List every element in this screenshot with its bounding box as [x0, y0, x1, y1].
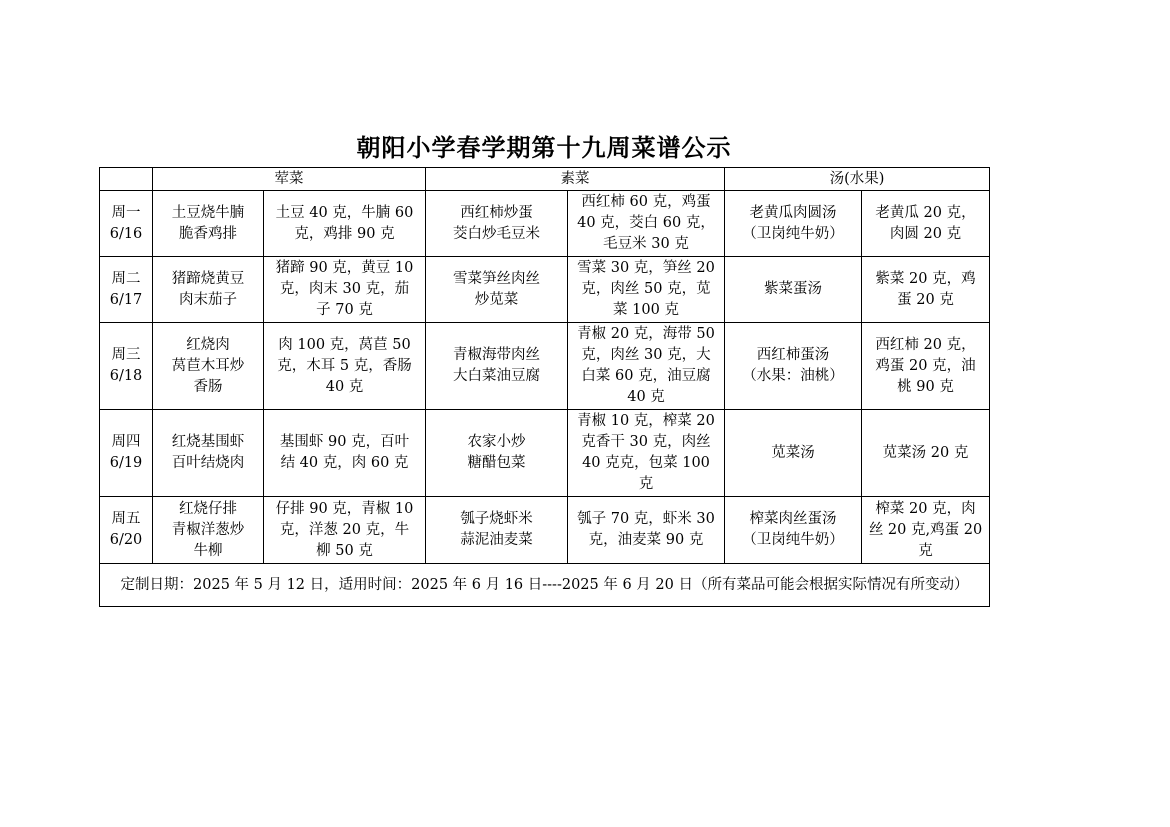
cell-text-line: 紫菜 20 克，鸡 [875, 270, 976, 287]
cell-text-line: 紫菜蛋汤 [764, 281, 822, 297]
cell-text-line: 青椒海带肉丝 [453, 347, 540, 363]
cell-text-line: 瓠子 70 克，虾米 30 [577, 511, 715, 527]
meat-dish-cell [153, 191, 264, 257]
veg-dish-cell [426, 497, 568, 564]
soup-dish-cell [725, 257, 862, 323]
table-row [100, 323, 990, 410]
cell-text-line: （卫岗纯牛奶） [742, 532, 844, 548]
cell-text-line: 脆香鸡排 [179, 225, 237, 242]
date-label: 6/16 [109, 225, 143, 242]
table-row [100, 410, 990, 497]
soup-dish-cell [725, 497, 862, 564]
cell-text-line: 西红柿蛋汤 [756, 347, 830, 363]
cell-text-line: （卫岗纯牛奶） [742, 225, 844, 242]
cell-text-line: 百叶结烧肉 [171, 455, 245, 471]
meat-quantity-cell [264, 410, 426, 497]
cell-text-line: 克，鸡排 90 克 [294, 225, 395, 242]
cell-text-line: 土豆 40 克，牛腩 60 [275, 204, 414, 221]
soup-quantity-cell [862, 497, 990, 564]
cell-text-line: 基围虾 90 克，百叶 [279, 434, 410, 450]
header-row [100, 168, 990, 191]
cell-text-line: 茭白炒毛豆米 [453, 225, 540, 242]
cell-text-line: 40 克克，包菜 100 [582, 455, 710, 471]
meat-dish-cell [153, 410, 264, 497]
cell-text-line: 蛋 20 克 [897, 291, 954, 308]
cell-text-line: 丝 20 克,鸡蛋 20 [868, 521, 983, 538]
soup-quantity-cell [862, 410, 990, 497]
cell-text-line: 农家小炒 [467, 434, 526, 450]
date-label: 6/20 [109, 532, 143, 548]
soup-quantity-cell [862, 257, 990, 323]
cell-text-line: 柳 50 克 [316, 542, 373, 559]
cell-text-line: 红烧肉 [186, 336, 230, 353]
cell-text-line: 榨菜肉丝蛋汤 [749, 511, 837, 527]
day-cell [100, 497, 153, 564]
table-row [100, 191, 990, 257]
footer-note: 定制日期：2025 年 5 月 12 日，适用时间：2025 年 6 月 16 日----2025 年 6 月 20 日（所有菜品可能会根据实际情况有所变动） [100, 564, 990, 607]
weekday-label: 周三 [111, 347, 141, 363]
cell-text-line: （水果：油桃） [742, 368, 844, 384]
cell-text-line: 仔排 90 克，青椒 10 [275, 500, 414, 517]
cell-text-line: 鸡蛋 20 克，油 [875, 357, 976, 374]
day-cell [100, 410, 153, 497]
cell-text-line: 炒苋菜 [474, 291, 519, 308]
cell-text-line: 毛豆米 30 克 [603, 236, 689, 252]
cell-text-line: 糖醋包菜 [467, 455, 526, 471]
cell-text-line: 西红柿炒蛋 [460, 204, 533, 221]
table-row [100, 257, 990, 323]
cell-text-line: 40 克 [325, 378, 364, 395]
cell-text-line: 榨菜 20 克，肉 [875, 500, 976, 517]
meat-quantity-cell [264, 323, 426, 410]
cell-text-line: 菜 100 克 [613, 302, 679, 318]
cell-text-line: 青椒 10 克，榨菜 20 [577, 413, 715, 429]
page-title: 朝阳小学春学期第十九周菜谱公示 [356, 134, 732, 162]
cell-text-line: 克，洋葱 20 克，牛 [279, 521, 410, 538]
cell-text-line: 老黄瓜 20 克， [875, 204, 976, 221]
veg-dish-cell [426, 257, 568, 323]
cell-text-line: 克 [918, 542, 933, 559]
cell-text-line: 肉末茄子 [179, 291, 237, 308]
menu-table [99, 167, 990, 607]
cell-text-line: 蒜泥油麦菜 [460, 532, 533, 548]
cell-text-line: 克，木耳 5 克，香肠 [277, 357, 412, 374]
cell-text-line: 红烧基围虾 [171, 434, 245, 450]
table-row [100, 497, 990, 564]
weekday-label: 周五 [111, 511, 141, 527]
cell-text-line: 桃 90 克 [897, 378, 954, 395]
date-label: 6/17 [109, 291, 143, 308]
meat-quantity-cell [264, 497, 426, 564]
meat-quantity-cell [264, 257, 426, 323]
cell-text-line: 克香干 30 克，肉丝 [581, 434, 711, 450]
soup-quantity-cell [862, 323, 990, 410]
veg-quantity-cell [568, 191, 725, 257]
weekday-label: 周二 [111, 270, 141, 287]
soup-dish-cell [725, 191, 862, 257]
cell-text-line: 瓠子烧虾米 [460, 511, 533, 527]
veg-dish-cell [426, 191, 568, 257]
cell-text-line: 肉 100 克，莴苣 50 [278, 336, 411, 353]
meat-dish-cell [153, 497, 264, 564]
corner-cell [100, 168, 153, 191]
meat-dish-cell [153, 257, 264, 323]
cell-text-line: 香肠 [193, 378, 223, 395]
soup-quantity-cell [862, 191, 990, 257]
weekday-label: 周四 [111, 434, 141, 450]
veg-quantity-cell [568, 257, 725, 323]
cell-text-line: 克，肉丝 30 克，大 [581, 347, 711, 363]
day-cell [100, 257, 153, 323]
cell-text-line: 青椒 20 克，海带 50 [577, 326, 715, 342]
header-soup: 汤(水果) [725, 168, 990, 191]
soup-dish-cell [725, 410, 862, 497]
cell-text-line: 肉圆 20 克 [889, 225, 962, 242]
day-cell [100, 323, 153, 410]
cell-text-line: 苋菜汤 20 克 [882, 444, 969, 461]
cell-text-line: 苋菜汤 [771, 444, 815, 461]
cell-text-line: 猪蹄 90 克，黄豆 10 [275, 260, 414, 276]
cell-text-line: 红烧仔排 [179, 500, 237, 517]
cell-text-line: 莴苣木耳炒 [171, 357, 245, 374]
cell-text-line: 西红柿 20 克， [875, 336, 976, 353]
cell-text-line: 子 70 克 [316, 302, 373, 318]
veg-quantity-cell [568, 497, 725, 564]
footer-row [100, 564, 990, 607]
date-label: 6/19 [109, 455, 143, 471]
cell-text-line: 青椒洋葱炒 [171, 521, 245, 538]
meat-quantity-cell [264, 191, 426, 257]
veg-quantity-cell [568, 323, 725, 410]
weekday-label: 周一 [111, 204, 141, 221]
cell-text-line: 结 40 克，肉 60 克 [280, 455, 409, 471]
cell-text-line: 克，油麦菜 90 克 [588, 532, 704, 548]
cell-text-line: 大白菜油豆腐 [453, 368, 540, 384]
cell-text-line: 雪菜 30 克，笋丝 20 [577, 260, 715, 276]
cell-text-line: 猪蹄烧黄豆 [171, 270, 245, 287]
cell-text-line: 白菜 60 克，油豆腐 [581, 368, 711, 384]
header-meat: 荤菜 [153, 168, 426, 191]
cell-text-line: 40 克，茭白 60 克， [577, 215, 715, 231]
cell-text-line: 克 [638, 476, 654, 492]
veg-dish-cell [426, 410, 568, 497]
date-label: 6/18 [109, 368, 143, 384]
soup-dish-cell [725, 323, 862, 410]
cell-text-line: 西红柿 60 克，鸡蛋 [581, 194, 711, 210]
cell-text-line: 老黄瓜肉圆汤 [749, 204, 837, 221]
day-cell [100, 191, 153, 257]
veg-dish-cell [426, 323, 568, 410]
cell-text-line: 雪菜笋丝肉丝 [453, 270, 540, 287]
cell-text-line: 克，肉丝 50 克，苋 [581, 281, 711, 297]
veg-quantity-cell [568, 410, 725, 497]
cell-text-line: 40 克 [627, 389, 665, 405]
cell-text-line: 克，肉末 30 克，茄 [279, 281, 410, 297]
header-veg: 素菜 [426, 168, 725, 191]
meat-dish-cell [153, 323, 264, 410]
cell-text-line: 牛柳 [193, 542, 223, 559]
cell-text-line: 土豆烧牛腩 [171, 204, 245, 221]
